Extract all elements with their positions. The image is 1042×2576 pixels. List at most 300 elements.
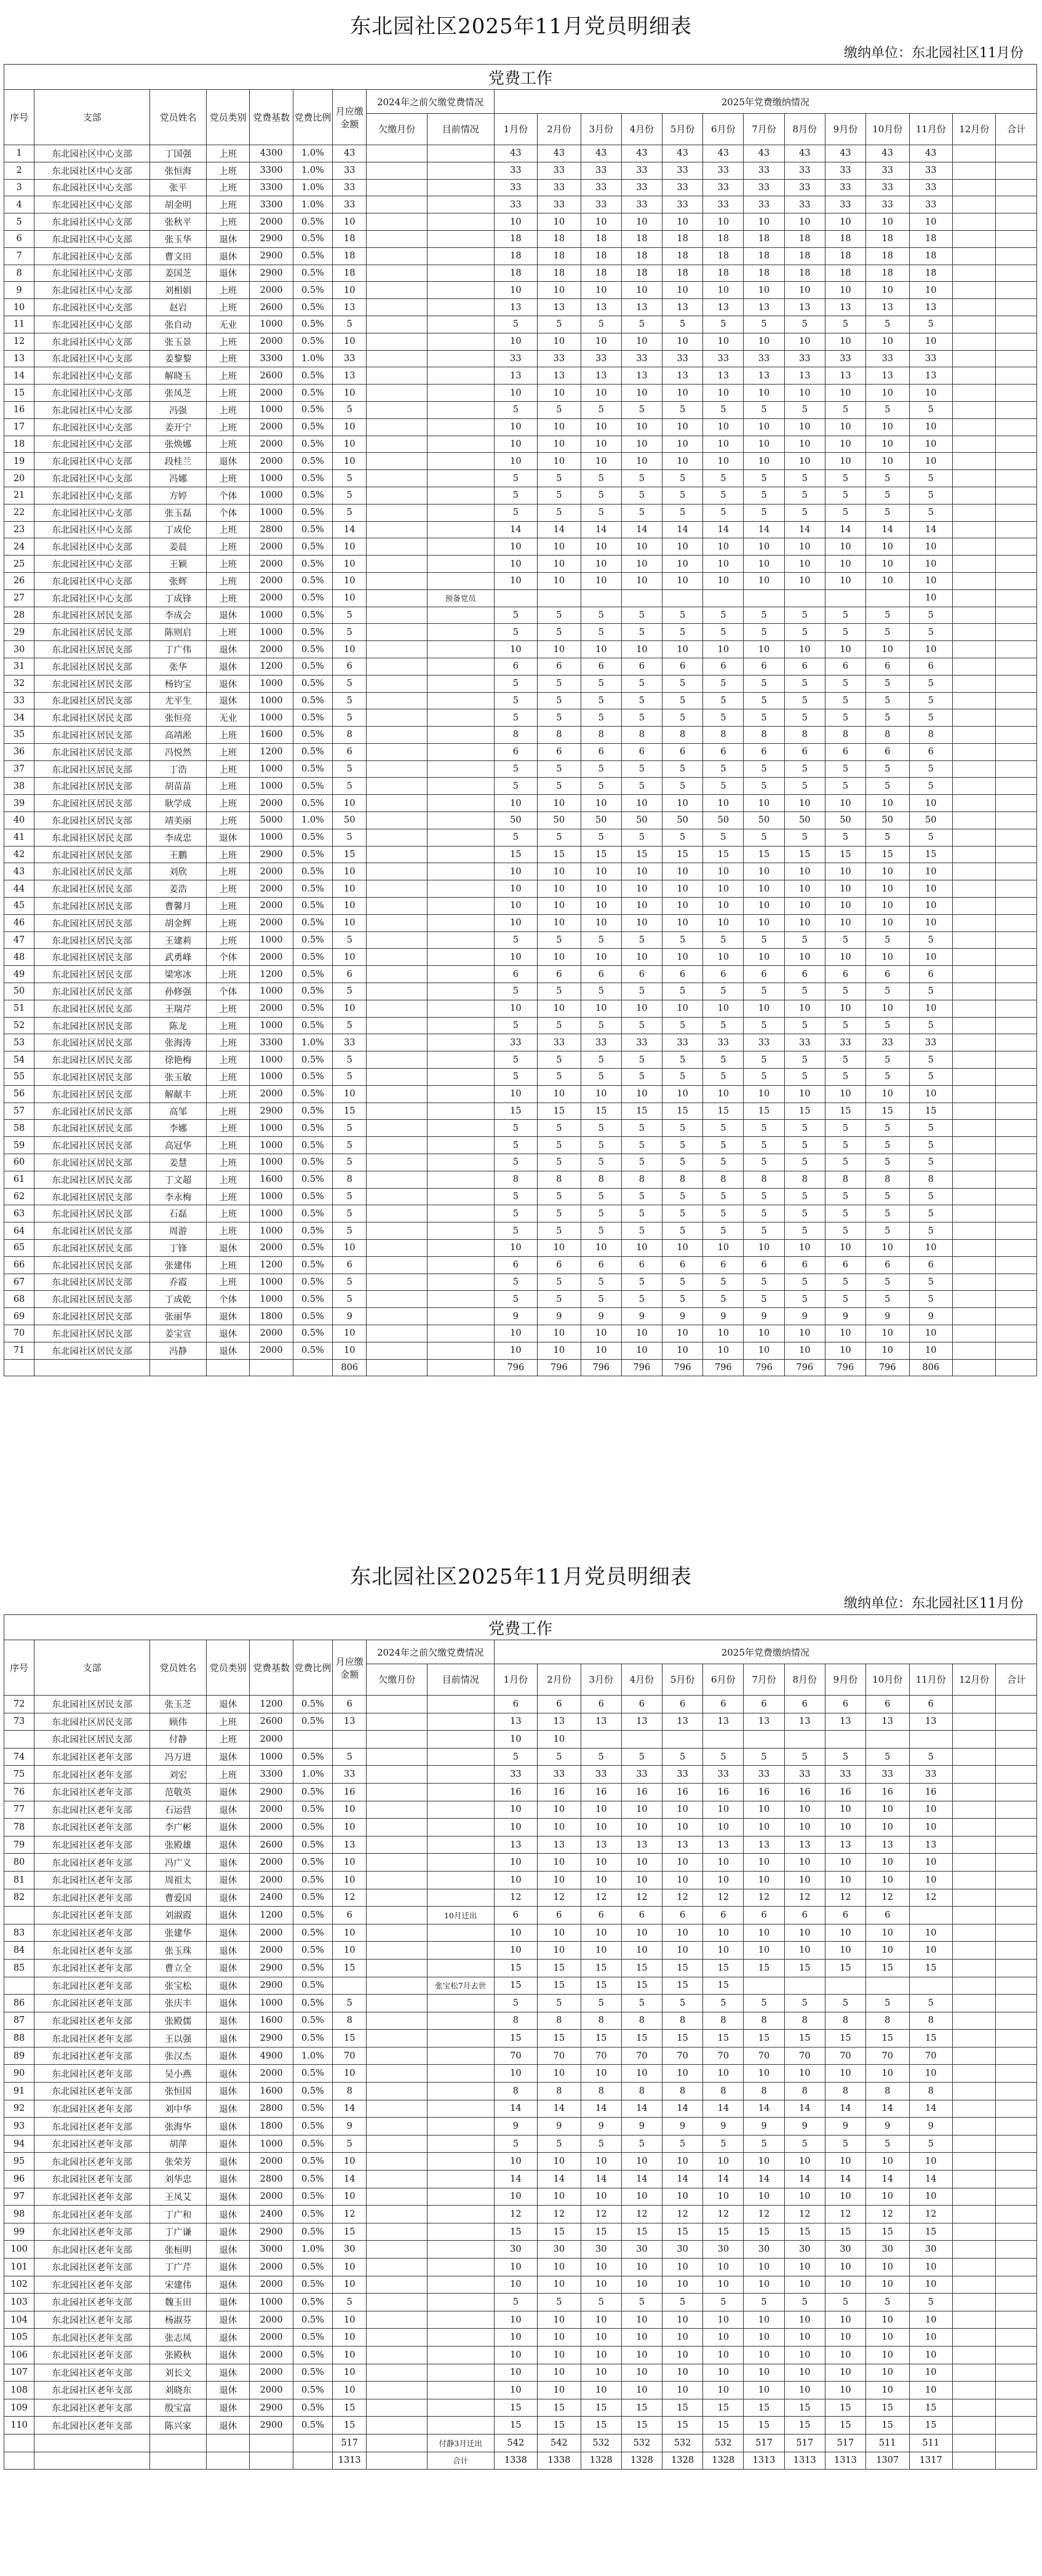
cell-m7: 5 xyxy=(744,1188,784,1205)
cell-m2: 8 xyxy=(538,2083,581,2100)
cell-type xyxy=(206,2452,249,2470)
cell-m2: 10 xyxy=(538,282,581,299)
arrears-group-header: 2024年之前欠缴党费情况 xyxy=(367,1640,494,1664)
cell-m10: 5 xyxy=(866,1188,909,1205)
cell-seq: 8 xyxy=(4,265,34,282)
cell-total xyxy=(996,2118,1037,2135)
cell-m1: 5 xyxy=(494,401,537,418)
table-row xyxy=(4,795,1037,812)
cell-base: 1000 xyxy=(250,1120,293,1137)
cell-owed-status xyxy=(427,2047,494,2065)
cell-m6: 5 xyxy=(703,2294,744,2311)
cell-monthly: 33 xyxy=(332,196,367,213)
cell-ratio: 0.5% xyxy=(293,1924,332,1942)
cell-m11: 5 xyxy=(909,983,952,1000)
cell-name: 张玉华 xyxy=(150,230,207,247)
cell-monthly: 5 xyxy=(332,1995,367,2012)
cell-owed-status xyxy=(427,675,494,692)
cell-m1: 15 xyxy=(494,2030,537,2048)
cell-m9: 13 xyxy=(825,1836,865,1854)
cell-seq: 103 xyxy=(4,2294,34,2311)
cell-m8: 8 xyxy=(784,727,825,744)
cell-m10: 10 xyxy=(866,2065,909,2083)
cell-name: 张辉 xyxy=(150,572,207,589)
cell-m4: 5 xyxy=(621,1137,662,1154)
cell-m6: 10 xyxy=(703,1871,744,1889)
cell-m4: 5 xyxy=(621,1291,662,1308)
cell-m7: 10 xyxy=(744,436,784,453)
cell-m10: 5 xyxy=(866,1995,909,2012)
cell-m1: 10 xyxy=(494,1924,537,1942)
cell-owed-months xyxy=(367,1205,427,1222)
cell-name: 王鹏 xyxy=(150,846,207,863)
cell-m10: 10 xyxy=(866,2311,909,2329)
cell-m12 xyxy=(953,2329,996,2347)
cell-owed-months xyxy=(367,1942,427,1960)
cell-branch: 东北园社区中心支部 xyxy=(34,504,150,521)
cell-owed-months xyxy=(367,265,427,282)
cell-m9: 10 xyxy=(825,641,865,658)
cell-m11: 13 xyxy=(909,1713,952,1731)
cell-branch: 东北园社区居民支部 xyxy=(34,846,150,863)
cell-type: 退休 xyxy=(206,1995,249,2012)
cell-m12 xyxy=(953,1291,996,1308)
cell-m4: 15 xyxy=(621,1977,662,1995)
table-row xyxy=(4,829,1037,846)
cell-total xyxy=(996,2452,1037,2470)
cell-seq: 33 xyxy=(4,692,34,709)
cell-branch: 东北园社区中心支部 xyxy=(34,556,150,573)
cell-branch: 东北园社区居民支部 xyxy=(34,949,150,966)
cell-owed-status xyxy=(427,2311,494,2329)
table-row xyxy=(4,470,1037,487)
cell-m12 xyxy=(953,914,996,931)
cell-monthly: 5 xyxy=(332,1222,367,1240)
cell-name: 张恒海 xyxy=(150,162,207,179)
cell-m4: 10 xyxy=(621,863,662,880)
cell-m3: 5 xyxy=(581,401,621,418)
cell-m8: 10 xyxy=(784,213,825,231)
cell-m11: 6 xyxy=(909,658,952,675)
cell-m12 xyxy=(953,1696,996,1713)
paid-group-header: 2025年党费缴纳情况 xyxy=(494,1640,1036,1664)
cell-m8: 12 xyxy=(784,2206,825,2223)
cell-owed-months xyxy=(367,385,427,402)
cell-base: 4900 xyxy=(250,2047,293,2065)
cell-m10: 5 xyxy=(866,316,909,333)
cell-base: 2000 xyxy=(250,556,293,573)
cell-m2: 10 xyxy=(538,213,581,231)
cell-m12 xyxy=(953,1256,996,1274)
cell-branch: 东北园社区居民支部 xyxy=(34,1069,150,1086)
cell-name: 张海华 xyxy=(150,2118,207,2135)
cell-m8: 5 xyxy=(784,1017,825,1034)
cell-owed-months xyxy=(367,1766,427,1784)
cell-seq: 93 xyxy=(4,2118,34,2135)
cell-m8 xyxy=(784,589,825,607)
cell-base: 2000 xyxy=(250,2329,293,2347)
cell-m6: 796 xyxy=(703,1359,744,1376)
cell-base: 2000 xyxy=(250,572,293,589)
cell-branch: 东北园社区居民支部 xyxy=(34,760,150,778)
cell-m7: 10 xyxy=(744,1871,784,1889)
cell-m3: 33 xyxy=(581,179,621,196)
cell-owed-months xyxy=(367,2118,427,2135)
cell-base: 2000 xyxy=(250,385,293,402)
cell-m5: 8 xyxy=(662,1171,703,1188)
cell-m4: 33 xyxy=(621,196,662,213)
cell-name: 周祖太 xyxy=(150,1871,207,1889)
col-owed-months: 欠缴月份 xyxy=(367,1664,427,1696)
cell-ratio: 0.5% xyxy=(293,1959,332,1977)
cell-m2: 5 xyxy=(538,607,581,624)
cell-m6: 10 xyxy=(703,1000,744,1017)
cell-total xyxy=(996,2364,1037,2382)
cell-ratio: 0.5% xyxy=(293,949,332,966)
cell-name: 刘中华 xyxy=(150,2100,207,2118)
cell-owed-months xyxy=(367,898,427,915)
cell-m8: 6 xyxy=(784,743,825,760)
cell-owed-months xyxy=(367,2346,427,2364)
cell-m5: 5 xyxy=(662,709,703,727)
cell-m3: 10 xyxy=(581,1000,621,1017)
cell-seq: 17 xyxy=(4,418,34,436)
col-name: 党员姓名 xyxy=(150,1640,207,1696)
cell-owed-status xyxy=(427,1783,494,1801)
cell-m12 xyxy=(953,333,996,350)
cell-type: 上班 xyxy=(206,572,249,589)
cell-m1: 10 xyxy=(494,2153,537,2171)
cell-ratio: 0.5% xyxy=(293,213,332,231)
cell-m4: 10 xyxy=(621,1924,662,1942)
cell-m2: 5 xyxy=(538,1017,581,1034)
cell-m7 xyxy=(744,1977,784,1995)
cell-ratio: 0.5% xyxy=(293,572,332,589)
cell-m11: 5 xyxy=(909,1137,952,1154)
cell-type: 上班 xyxy=(206,846,249,863)
cell-monthly: 5 xyxy=(332,983,367,1000)
cell-type: 退休 xyxy=(206,1696,249,1713)
cell-m12 xyxy=(953,2012,996,2030)
cell-type: 上班 xyxy=(206,1085,249,1103)
cell-ratio: 0.5% xyxy=(293,983,332,1000)
cell-name: 丁广和 xyxy=(150,2206,207,2223)
cell-m12 xyxy=(953,1977,996,1995)
cell-m3: 10 xyxy=(581,898,621,915)
col-monthly: 月应缴金额 xyxy=(332,90,367,145)
cell-monthly: 13 xyxy=(332,1713,367,1731)
cell-name: 李成会 xyxy=(150,607,207,624)
cell-name: 曹馨月 xyxy=(150,898,207,915)
col-seq: 序号 xyxy=(4,90,34,145)
cell-m1: 5 xyxy=(494,1069,537,1086)
cell-m2: 6 xyxy=(538,658,581,675)
cell-type: 上班 xyxy=(206,213,249,231)
cell-seq: 56 xyxy=(4,1085,34,1103)
cell-m8: 33 xyxy=(784,162,825,179)
cell-base xyxy=(250,2434,293,2452)
cell-base: 1000 xyxy=(250,829,293,846)
cell-base: 2900 xyxy=(250,247,293,265)
cell-base: 2000 xyxy=(250,1819,293,1836)
cell-monthly: 10 xyxy=(332,1000,367,1017)
table-row xyxy=(4,1696,1037,1713)
cell-seq: 14 xyxy=(4,367,34,385)
cell-monthly: 5 xyxy=(332,675,367,692)
cell-m2: 12 xyxy=(538,1889,581,1907)
cell-m8: 10 xyxy=(784,1325,825,1342)
cell-seq: 81 xyxy=(4,1871,34,1889)
cell-ratio: 0.5% xyxy=(293,898,332,915)
cell-m3: 10 xyxy=(581,1801,621,1819)
cell-branch: 东北园社区居民支部 xyxy=(34,1274,150,1291)
cell-m9: 8 xyxy=(825,2083,865,2100)
cell-name: 杨钧宝 xyxy=(150,675,207,692)
cell-m9: 13 xyxy=(825,299,865,316)
cell-m1: 5 xyxy=(494,692,537,709)
cell-type: 上班 xyxy=(206,1731,249,1749)
cell-m8: 10 xyxy=(784,385,825,402)
cell-m11: 5 xyxy=(909,829,952,846)
cell-m8: 18 xyxy=(784,265,825,282)
cell-branch: 东北园社区中心支部 xyxy=(34,247,150,265)
cell-m3: 15 xyxy=(581,2223,621,2241)
cell-m11: 10 xyxy=(909,418,952,436)
cell-owed-months xyxy=(367,1085,427,1103)
cell-m12 xyxy=(953,2382,996,2399)
cell-total xyxy=(996,2382,1037,2399)
cell-seq xyxy=(4,2452,34,2470)
col-month-11: 11月份 xyxy=(909,114,952,145)
cell-m4: 10 xyxy=(621,213,662,231)
cell-total xyxy=(996,470,1037,487)
cell-name: 魏玉田 xyxy=(150,2294,207,2311)
cell-m10: 10 xyxy=(866,2346,909,2364)
cell-monthly: 5 xyxy=(332,487,367,504)
cell-base: 2000 xyxy=(250,2188,293,2206)
cell-m7: 15 xyxy=(744,2399,784,2417)
cell-m5: 13 xyxy=(662,1836,703,1854)
cell-ratio: 0.5% xyxy=(293,589,332,607)
cell-branch: 东北园社区老年支部 xyxy=(34,2399,150,2417)
cell-branch: 东北园社区居民支部 xyxy=(34,1713,150,1731)
cell-m9: 6 xyxy=(825,1696,865,1713)
col-month-3: 3月份 xyxy=(581,114,621,145)
col-ratio: 党费比例 xyxy=(293,1640,332,1696)
cell-m1: 15 xyxy=(494,2417,537,2434)
cell-monthly: 10 xyxy=(332,333,367,350)
cell-owed-status xyxy=(427,265,494,282)
cell-total xyxy=(996,1274,1037,1291)
cell-owed-status: 预备党员 xyxy=(427,589,494,607)
cell-base: 2000 xyxy=(250,641,293,658)
cell-m7: 10 xyxy=(744,453,784,470)
payment-unit: 缴纳单位：东北园社区11月份 xyxy=(844,46,1024,61)
cell-type: 退休 xyxy=(206,2241,249,2259)
cell-name: 姜晨 xyxy=(150,538,207,556)
cell-m5: 10 xyxy=(662,538,703,556)
cell-m9: 5 xyxy=(825,2135,865,2153)
cell-m1: 5 xyxy=(494,607,537,624)
cell-m3: 10 xyxy=(581,1342,621,1359)
cell-m3: 5 xyxy=(581,692,621,709)
cell-seq: 11 xyxy=(4,316,34,333)
cell-m10: 5 xyxy=(866,487,909,504)
cell-m10: 5 xyxy=(866,983,909,1000)
cell-monthly: 5 xyxy=(332,316,367,333)
cell-m4: 10 xyxy=(621,2188,662,2206)
cell-type: 退休 xyxy=(206,2311,249,2329)
cell-base: 2000 xyxy=(250,453,293,470)
cell-branch: 东北园社区老年支部 xyxy=(34,1836,150,1854)
cell-m8: 6 xyxy=(784,1696,825,1713)
cell-m7: 10 xyxy=(744,880,784,898)
cell-owed-months xyxy=(367,1801,427,1819)
cell-monthly: 10 xyxy=(332,795,367,812)
cell-m2: 33 xyxy=(538,350,581,367)
cell-m1: 10 xyxy=(494,556,537,573)
cell-m4: 10 xyxy=(621,1240,662,1257)
cell-type: 上班 xyxy=(206,470,249,487)
cell-ratio: 0.5% xyxy=(293,1188,332,1205)
cell-m7: 5 xyxy=(744,624,784,641)
cell-owed-months xyxy=(367,846,427,863)
cell-m5: 10 xyxy=(662,2364,703,2382)
cell-m2: 15 xyxy=(538,2030,581,2048)
cell-name: 刘淑霞 xyxy=(150,1907,207,1924)
cell-seq: 1 xyxy=(4,145,34,162)
cell-m6: 15 xyxy=(703,2030,744,2048)
cell-m7: 33 xyxy=(744,1766,784,1784)
cell-type: 上班 xyxy=(206,282,249,299)
cell-m6: 5 xyxy=(703,2135,744,2153)
cell-m2: 5 xyxy=(538,1188,581,1205)
cell-m10: 13 xyxy=(866,367,909,385)
col-type: 党员类别 xyxy=(206,1640,249,1696)
cell-m6: 5 xyxy=(703,1154,744,1171)
cell-m12 xyxy=(953,2294,996,2311)
cell-m10: 13 xyxy=(866,299,909,316)
cell-m1: 5 xyxy=(494,487,537,504)
cell-name: 徐艳梅 xyxy=(150,1051,207,1069)
cell-type: 上班 xyxy=(206,931,249,949)
cell-m4: 15 xyxy=(621,846,662,863)
cell-ratio: 0.5% xyxy=(293,931,332,949)
table-row xyxy=(4,2223,1037,2241)
cell-m12 xyxy=(953,367,996,385)
cell-m11: 15 xyxy=(909,2399,952,2417)
cell-m8: 5 xyxy=(784,778,825,795)
cell-m4: 5 xyxy=(621,709,662,727)
cell-m2: 5 xyxy=(538,487,581,504)
cell-owed-months xyxy=(367,1308,427,1325)
cell-m10: 10 xyxy=(866,385,909,402)
cell-owed-months xyxy=(367,966,427,983)
cell-m6: 10 xyxy=(703,333,744,350)
cell-m8: 10 xyxy=(784,453,825,470)
cell-m10: 9 xyxy=(866,2118,909,2135)
cell-m4: 12 xyxy=(621,1889,662,1907)
cell-seq: 88 xyxy=(4,2030,34,2048)
cell-m11: 9 xyxy=(909,2118,952,2135)
cell-m3: 5 xyxy=(581,1205,621,1222)
cell-seq: 39 xyxy=(4,795,34,812)
cell-name: 张玉磊 xyxy=(150,504,207,521)
cell-m7: 5 xyxy=(744,487,784,504)
cell-m3: 6 xyxy=(581,658,621,675)
cell-m5: 5 xyxy=(662,778,703,795)
cell-branch: 东北园社区中心支部 xyxy=(34,521,150,538)
cell-m11 xyxy=(909,1907,952,1924)
cell-total xyxy=(996,1836,1037,1854)
payment-unit: 缴纳单位：东北园社区11月份 xyxy=(844,1596,1024,1611)
cell-m1: 13 xyxy=(494,367,537,385)
cell-base: 2000 xyxy=(250,880,293,898)
cell-owed-months xyxy=(367,2434,427,2452)
cell-name: 张殿雄 xyxy=(150,1836,207,1854)
cell-m12 xyxy=(953,2311,996,2329)
cell-name: 刘欣 xyxy=(150,863,207,880)
cell-type: 上班 xyxy=(206,196,249,213)
table-row xyxy=(4,812,1037,829)
cell-m7: 10 xyxy=(744,2346,784,2364)
cell-m2: 10 xyxy=(538,556,581,573)
cell-m10: 18 xyxy=(866,265,909,282)
cell-m6: 10 xyxy=(703,385,744,402)
cell-m5: 5 xyxy=(662,931,703,949)
cell-total xyxy=(996,179,1037,196)
table-row xyxy=(4,1137,1037,1154)
cell-m5: 5 xyxy=(662,624,703,641)
cell-m2: 5 xyxy=(538,692,581,709)
cell-m12 xyxy=(953,2399,996,2417)
cell-base: 2000 xyxy=(250,1240,293,1257)
cell-m2: 10 xyxy=(538,1240,581,1257)
cell-owed-months xyxy=(367,2311,427,2329)
cell-monthly: 10 xyxy=(332,2346,367,2364)
cell-m6: 5 xyxy=(703,1188,744,1205)
cell-seq: 53 xyxy=(4,1034,34,1051)
cell-m4: 10 xyxy=(621,2329,662,2347)
cell-m12 xyxy=(953,880,996,898)
cell-m10: 10 xyxy=(866,795,909,812)
cell-m3: 5 xyxy=(581,504,621,521)
cell-m7: 5 xyxy=(744,1995,784,2012)
cell-m1: 5 xyxy=(494,1154,537,1171)
cell-m12 xyxy=(953,1069,996,1086)
cell-owed-months xyxy=(367,914,427,931)
cell-m6: 6 xyxy=(703,1907,744,1924)
cell-seq: 95 xyxy=(4,2153,34,2171)
cell-owed-status xyxy=(427,1731,494,1749)
cell-m5: 13 xyxy=(662,1713,703,1731)
table-row xyxy=(4,2382,1037,2399)
cell-type: 退休 xyxy=(206,2012,249,2030)
cell-m7: 10 xyxy=(744,1000,784,1017)
cell-m4: 13 xyxy=(621,1713,662,1731)
cell-m7: 10 xyxy=(744,2259,784,2276)
cell-m12 xyxy=(953,1854,996,1872)
cell-m11: 10 xyxy=(909,2153,952,2171)
cell-m6: 6 xyxy=(703,743,744,760)
cell-branch: 东北园社区老年支部 xyxy=(34,2100,150,2118)
cell-owed-months xyxy=(367,299,427,316)
cell-m10: 6 xyxy=(866,743,909,760)
cell-seq: 87 xyxy=(4,2012,34,2030)
cell-m10: 30 xyxy=(866,2241,909,2259)
cell-m3: 5 xyxy=(581,470,621,487)
cell-owed-months xyxy=(367,1783,427,1801)
